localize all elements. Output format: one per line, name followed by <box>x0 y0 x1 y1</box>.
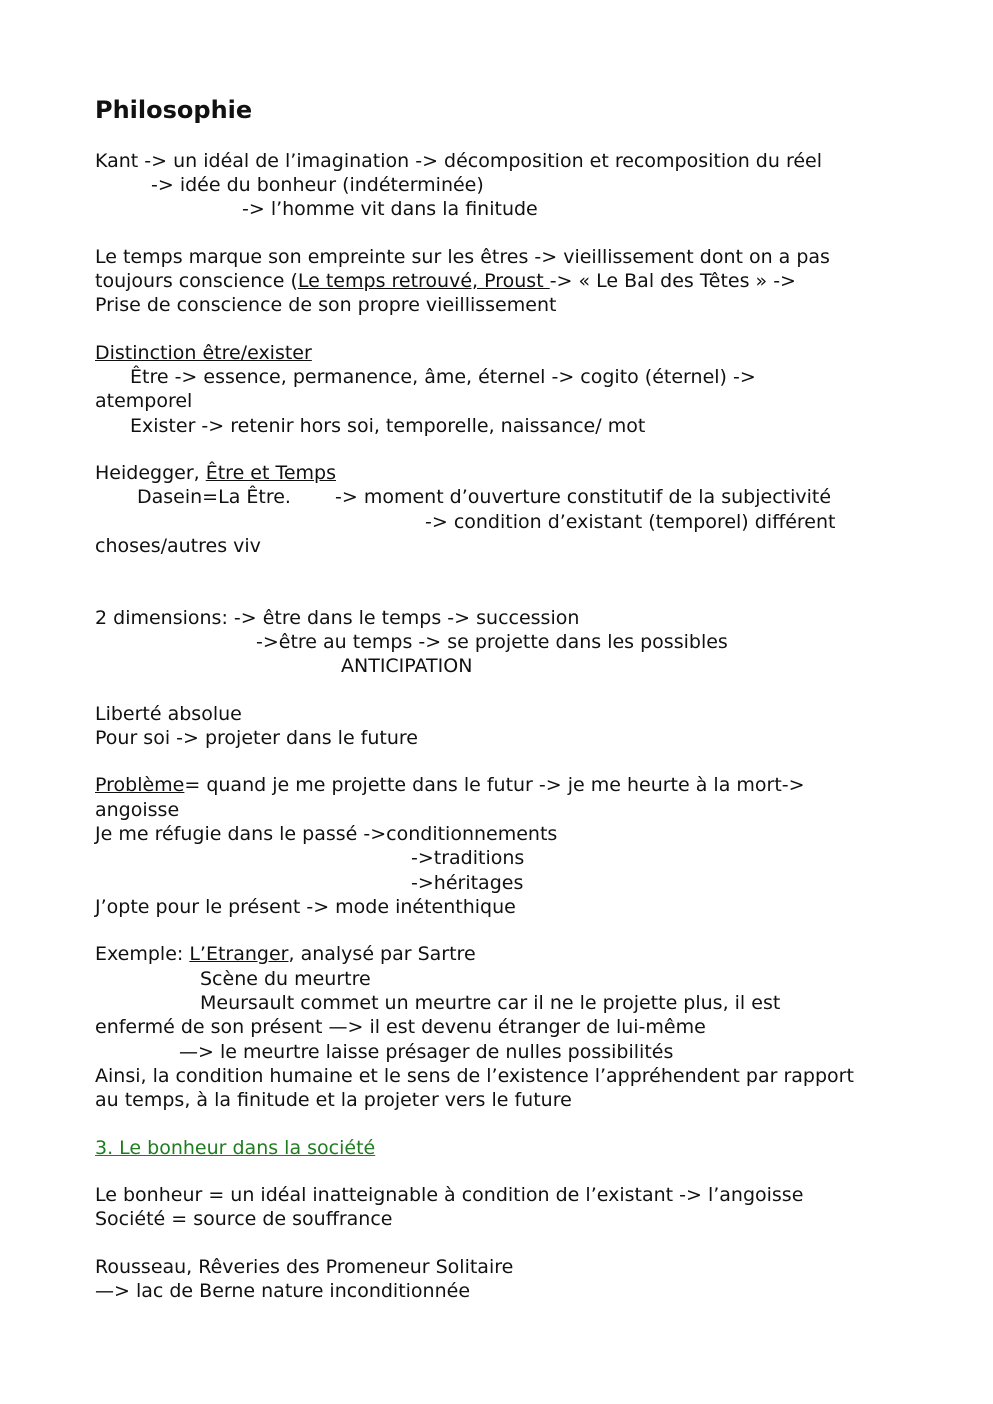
kant-line-3: -> l’homme vit dans la finitude <box>242 198 538 220</box>
probleme-line-5: ->héritages <box>411 872 524 894</box>
exemple-prefix: Exemple: <box>95 943 190 965</box>
liberte-line-2: Pour soi -> projeter dans le future <box>95 727 418 749</box>
temps-line-2-end: -> « Le Bal des Têtes » -> <box>549 270 796 292</box>
section-3-line-1: Le bonheur = un idéal inatteignable à condition de l’existant -> l’angoisse <box>95 1184 804 1206</box>
heidegger-author: Heidegger, <box>95 462 206 484</box>
heidegger-line <box>95 461 336 485</box>
exemple-line-1 <box>95 942 476 966</box>
temps-line-3: Prise de conscience de son propre vieillissement <box>95 294 557 316</box>
liberte-line-1: Liberté absolue <box>95 703 242 725</box>
dimensions-line-1: 2 dimensions: -> être dans le temps -> succession <box>95 607 580 629</box>
probleme-line-2: angoisse <box>95 799 180 821</box>
heidegger-work-title: Être et Temps <box>205 462 337 484</box>
heidegger-continued: choses/autres viv <box>95 535 261 557</box>
distinction-exister: Exister -> retenir hors soi, temporelle, naissance/ mot <box>130 415 646 437</box>
dimensions-anticipation: ANTICIPATION <box>341 655 473 677</box>
kant-line-1: Kant -> un idéal de l’imagination -> décomposition et recomposition du réel <box>95 150 823 172</box>
etranger-work-title: L’Etranger <box>189 943 289 965</box>
heidegger-dasein: Dasein=La Être. <box>137 486 291 508</box>
distinction-etre: Être -> essence, permanence, âme, éternel -> cogito (éternel) -> <box>130 366 756 388</box>
section-3-line-3: Rousseau, Rêveries des Promeneur Solitaire <box>95 1256 514 1278</box>
heidegger-arrow-1: -> moment d’ouverture constitutif de la subjectivité <box>335 486 832 508</box>
probleme-line-6: J’opte pour le présent -> mode inétenthique <box>95 896 516 918</box>
distinction-heading: Distinction être/exister <box>95 342 312 364</box>
exemple-line-7: au temps, à la finitude et la projeter vers le future <box>95 1089 572 1111</box>
exemple-line-4: enfermé de son présent —> il est devenu étranger de lui-même <box>95 1016 706 1038</box>
probleme-line-1 <box>95 773 805 797</box>
temps-line-1: Le temps marque son empreinte sur les êtres -> vieillissement dont on a pas <box>95 246 830 268</box>
proust-work-title: Le temps retrouvé, Proust <box>297 270 550 292</box>
heidegger-arrow-2: -> condition d’existant (temporel) différent <box>425 511 836 533</box>
probleme-label: Problème <box>95 774 185 796</box>
temps-line-2-start: toujours conscience ( <box>95 270 298 292</box>
section-3-line-2: Société = source de souffrance <box>95 1208 393 1230</box>
page-title: Philosophie <box>95 96 253 124</box>
exemple-line-6: Ainsi, la condition humaine et le sens de l’existence l’appréhendent par rapport <box>95 1065 854 1087</box>
exemple-suffix: , analysé par Sartre <box>288 943 476 965</box>
probleme-line-4: ->traditions <box>411 847 525 869</box>
distinction-etre-continued: atemporel <box>95 390 193 412</box>
exemple-line-3: Meursault commet un meurtre car il ne le projette plus, il est <box>200 992 781 1014</box>
exemple-line-2: Scène du meurtre <box>200 968 371 990</box>
section-3-heading: 3. Le bonheur dans la société <box>95 1137 376 1159</box>
section-3-line-4: —> lac de Berne nature inconditionnée <box>95 1280 471 1302</box>
exemple-line-5: —> le meurtre laisse présager de nulles possibilités <box>179 1041 674 1063</box>
kant-line-2: -> idée du bonheur (indéterminée) <box>151 174 484 196</box>
probleme-line-3: Je me réfugie dans le passé ->conditionnements <box>95 823 558 845</box>
dimensions-line-2: ->être au temps -> se projette dans les possibles <box>256 631 728 653</box>
temps-line-2 <box>95 269 796 293</box>
probleme-line-1-rest: = quand je me projette dans le futur -> je me heurte à la mort-> <box>184 774 805 796</box>
